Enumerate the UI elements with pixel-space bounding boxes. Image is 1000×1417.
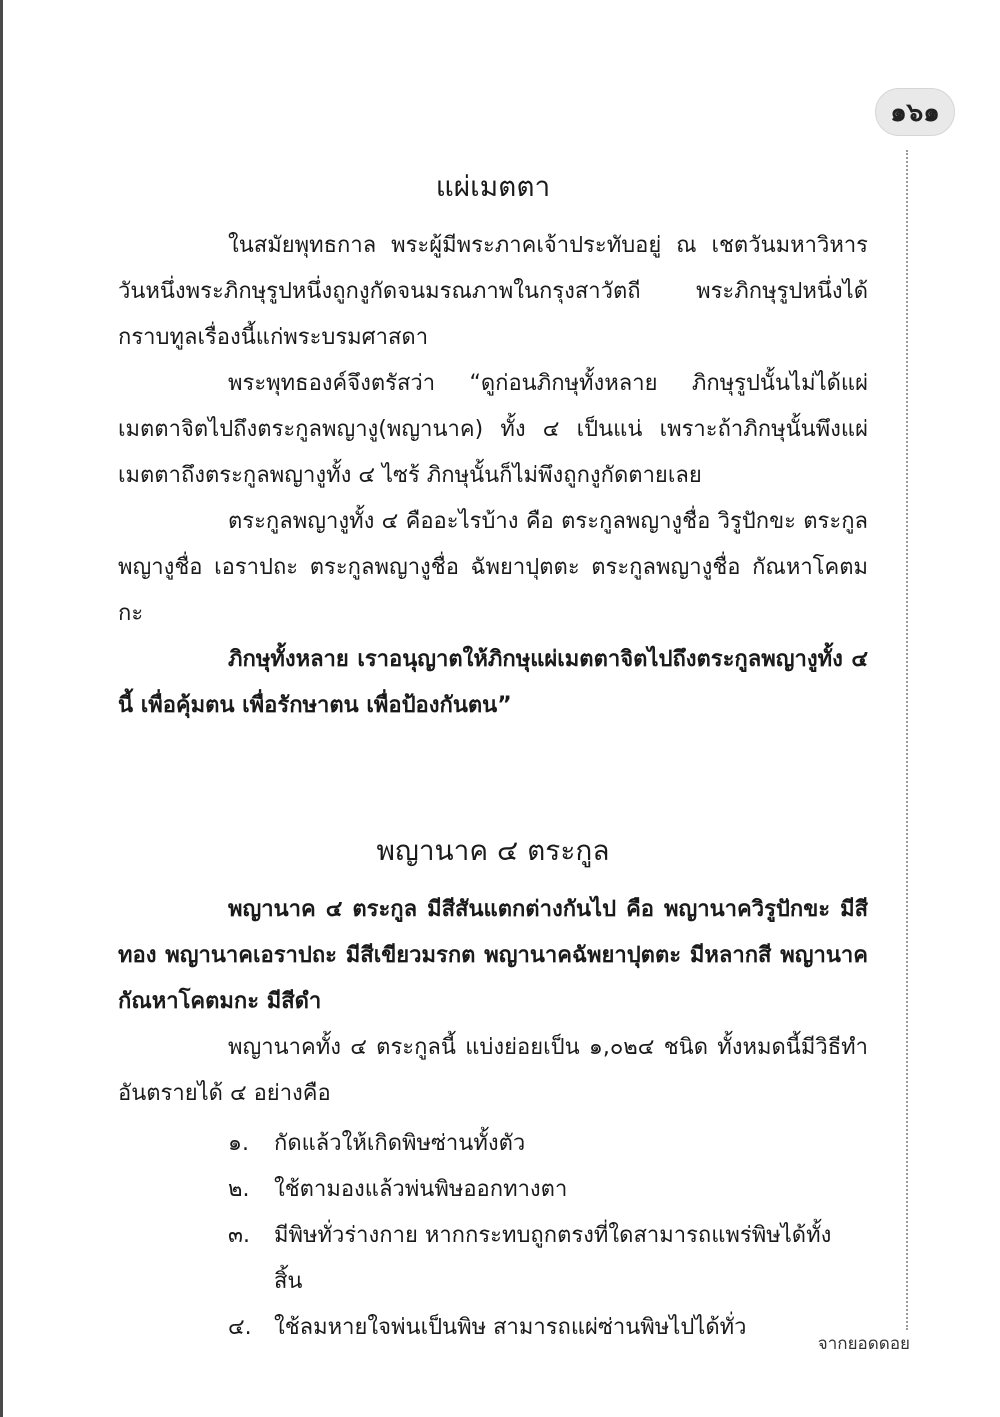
list-text: ใช้ตามองแล้วพ่นพิษออกทางตา — [274, 1177, 568, 1202]
paragraph: ตระกูลพญางูทั้ง ๔ คืออะไรบ้าง คือ ตระกูลพญางูชื่อ วิรูปักขะ ตระกูลพญางูชื่อ เอราปถะ ตระกูลพญางูชื่อ ฉัพยาปุตตะ ตระกูลพญางูชื่อ กัณหาโคตมกะ — [118, 509, 868, 626]
list-number: ๓. — [228, 1223, 251, 1248]
footer-book-title: จากยอดดอย — [817, 1334, 910, 1354]
list-item — [118, 1167, 868, 1213]
bold-quote-paragraph: ภิกษุทั้งหลาย เราอนุญาตให้ภิกษุแผ่เมตตาจิตไปถึงตระกูลพญางูทั้ง ๔ นี้ เพื่อคุ้มตน เพื่อรักษาตน เพื่อป้องกันตน” — [118, 647, 868, 718]
harm-methods-list — [118, 1121, 868, 1351]
paragraph: ในสมัยพุทธกาล พระผู้มีพระภาคเจ้าประทับอยู่ ณ เชตวันมหาวิหาร วันหนึ่งพระภิกษุรูปหนึ่งถูกงูกัดจนมรณภาพในกรุงสาวัตถี พระภิกษุรูปหนึ่งได้กราบทูลเรื่องนี้แก่พระบรมศาสดา — [118, 233, 868, 350]
list-number: ๔. — [228, 1315, 252, 1340]
paragraph: พญานาคทั้ง ๔ ตระกูลนี้ แบ่งย่อยเป็น ๑,๐๒๔ ชนิด ทั้งหมดนี้มีวิธีทำอันตรายได้ ๔ อย่างคือ — [118, 1035, 868, 1106]
page-content — [118, 165, 868, 1351]
list-number: ๒. — [228, 1177, 250, 1202]
bold-paragraph: พญานาค ๔ ตระกูล มีสีสันแตกต่างกันไป คือ พญานาควิรูปักขะ มีสีทอง พญานาคเอราปถะ มีสีเขียวมรกต พญานาคฉัพยาปุตตะ มีหลากสี พญานาคกัณหาโคตมกะ มีสีดำ — [118, 897, 868, 1014]
paragraph: พระพุทธองค์จึงตรัสว่า “ดูก่อนภิกษุทั้งหลาย ภิกษุรูปนั้นไม่ได้แผ่เมตตาจิตไปถึงตระกูลพญางู(พญานาค) ทั้ง ๔ เป็นแน่ เพราะถ้าภิกษุนั้นพึงแผ่เมตตาถึงตระกูลพญางูทั้ง ๔ ไซร้ ภิกษุนั้นก็ไม่พึงถูกงูกัดตายเลย — [118, 371, 868, 488]
dotted-margin-rule — [906, 150, 908, 1330]
page-edge — [0, 0, 3, 1417]
list-text: มีพิษทั่วร่างกาย หากกระทบถูกตรงที่ใดสามารถแพร่พิษได้ทั้งสิ้น — [274, 1223, 832, 1294]
list-text: กัดแล้วให้เกิดพิษซ่านทั้งตัว — [274, 1131, 526, 1156]
list-number: ๑. — [228, 1131, 249, 1156]
section-title-naga-clans: พญานาค ๔ ตระกูล — [376, 834, 610, 867]
list-item — [118, 1305, 868, 1351]
page-number: ๑๖๑ — [875, 88, 955, 136]
list-item — [118, 1121, 868, 1167]
list-item — [118, 1213, 868, 1305]
section-title-metta: แผ่เมตตา — [435, 170, 551, 203]
list-text: ใช้ลมหายใจพ่นเป็นพิษ สามารถแผ่ซ่านพิษไปได้ทั่ว — [274, 1315, 747, 1340]
